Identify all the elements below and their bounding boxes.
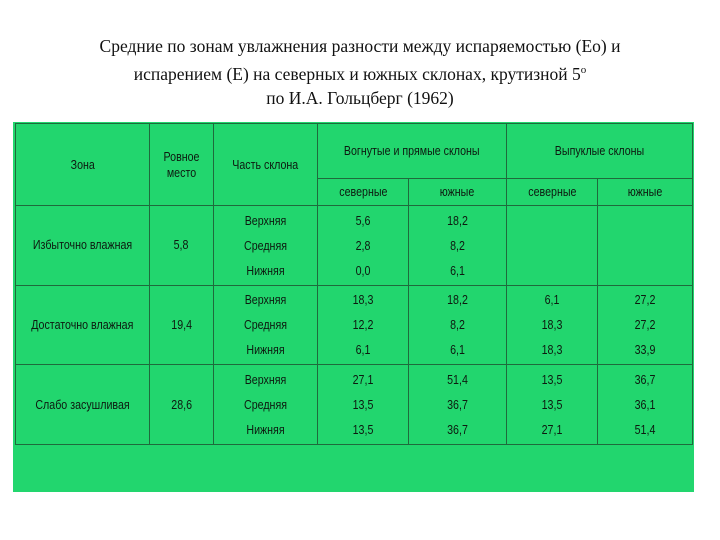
flat-cell: 28,6 xyxy=(150,365,214,445)
slide-title xyxy=(20,34,700,110)
header-north-concave: северные xyxy=(318,179,409,206)
convex-south-cell: 36,7 36,1 51,4 xyxy=(598,365,693,445)
header-south-concave: южные xyxy=(409,179,507,206)
convex-north-cell xyxy=(507,206,598,286)
header-north-convex: северные xyxy=(507,179,598,206)
title-line-1: Средние по зонам увлажнения разности между испаряемостью (Ео) и xyxy=(99,36,621,56)
table-panel xyxy=(13,122,694,492)
title-line-2-text: испарением (Е) на северных и южных склонах, крутизной 5 xyxy=(133,63,581,84)
convex-south-cell xyxy=(598,206,693,286)
zone-cell: Избыточно влажная xyxy=(16,206,150,286)
header-row-1 xyxy=(16,124,693,179)
concave-north-cell: 5,6 2,8 0,0 xyxy=(318,206,409,286)
title-line-2 xyxy=(20,58,700,86)
table-row xyxy=(16,285,693,365)
evaporation-table xyxy=(15,123,693,445)
degree-superscript: о xyxy=(580,64,587,76)
title-line-3: по И.А. Гольцберг (1962) xyxy=(266,87,454,108)
convex-north-cell: 6,1 18,3 18,3 xyxy=(507,285,598,365)
concave-south-cell: 51,4 36,7 36,7 xyxy=(409,365,507,445)
concave-south-cell: 18,2 8,2 6,1 xyxy=(409,206,507,286)
header-concave-slopes: Вогнутые и прямые склоны xyxy=(318,124,507,179)
slope-part-cell: Верхняя Средняя Нижняя xyxy=(214,365,318,445)
slope-part-cell: Верхняя Средняя Нижняя xyxy=(214,285,318,365)
flat-cell: 19,4 xyxy=(150,285,214,365)
header-slope-part: Часть склона xyxy=(214,124,318,206)
zone-cell: Слабо засушливая xyxy=(16,365,150,445)
header-flat: Ровное место xyxy=(150,124,214,206)
table-row xyxy=(16,365,693,445)
header-south-convex: южные xyxy=(598,179,693,206)
header-zone: Зона xyxy=(16,124,150,206)
convex-north-cell: 13,5 13,5 27,1 xyxy=(507,365,598,445)
flat-cell: 5,8 xyxy=(150,206,214,286)
zone-cell: Достаточно влажная xyxy=(16,285,150,365)
convex-south-cell: 27,2 27,2 33,9 xyxy=(598,285,693,365)
concave-north-cell: 18,3 12,2 6,1 xyxy=(318,285,409,365)
concave-north-cell: 27,1 13,5 13,5 xyxy=(318,365,409,445)
header-convex-slopes: Выпуклые склоны xyxy=(507,124,693,179)
concave-south-cell: 18,2 8,2 6,1 xyxy=(409,285,507,365)
table-row xyxy=(16,206,693,286)
slope-part-cell: Верхняя Средняя Нижняя xyxy=(214,206,318,286)
